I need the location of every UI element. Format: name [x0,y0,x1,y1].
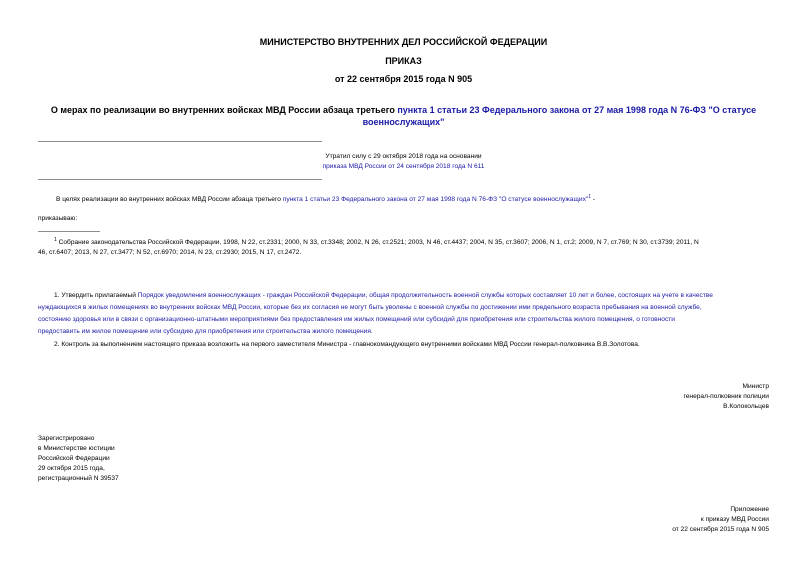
registration-line2: в Министерстве юстиции [38,445,115,452]
doc-title [0,104,807,128]
footnote-line1: Собрание законодательства Российской Федерации, 1998, N 22, ст.2331; 2000, N 33, ст.3348; 2002, N 26, ст.2521; 2003, N 46, ст.4437; 2004, N 35, ст.3607; 2006, N 1, ст.2; 2009, N 7, ст.769; N 30, ст.3739; 2011, N [56,239,699,247]
status-note-link[interactable]: приказа МВД России от 24 сентября 2018 года N 611 [322,163,485,170]
registration-line4: 29 октября 2015 года, [38,465,105,472]
registration-block [38,434,119,484]
footnote [38,235,768,258]
intro-footnote-mark[interactable]: 1 [588,194,591,200]
footnote-mark: 1 [54,237,57,243]
status-note-text: Утратил силу с 29 октября 2018 года на основании [325,153,482,160]
footnote-line2: 46, ст.6407; 2013, N 27, ст.3477; N 52, ст.6970; 2014, N 23, ст.2930; 2015, N 17, ст.2472. [38,249,302,257]
item-1-procedure-link[interactable]: Порядок уведомления военнослужащих - граждан Российской Федерации, общая продолжительность военной службы которых составляет 10 лет и более, состоящих на учете в качестве [137,292,713,299]
item-1-prefix: 1. Утвердить прилагаемый [54,292,138,299]
divider-top [38,141,322,142]
item-1 [38,290,769,338]
doc-type-heading: ПРИКАЗ [385,56,422,66]
doc-date-number: от 22 сентября 2015 года N 905 [334,74,473,84]
intro-law-link[interactable]: пункта 1 статьи 23 Федерального закона от 27 мая 1998 года N 76-ФЗ "О статусе военнослужащих" [282,196,589,204]
signature-position: Министр [742,383,769,390]
appendix-line1: Приложение [730,506,769,513]
intro-suffix: - [591,196,596,204]
status-note [0,152,807,172]
title-prefix: О мерах по реализации во внутренних войсках МВД России абзаца третьего [50,105,398,115]
order-word: приказываю: [38,215,78,222]
divider-bottom [38,179,322,180]
footnote-divider [38,231,100,232]
registration-line3: Российской Федерации [38,455,110,462]
intro-paragraph [56,192,595,205]
registration-line1: Зарегистрировано [38,435,95,442]
intro-prefix: В целях реализации во внутренних войсках МВД России абзаца третьего [56,196,283,204]
item-1-link-line2[interactable]: нуждающихся в жилых помещениях во внутренних войсках МВД России, которые без их согласия не могут быть уволены с военной службы по достижении ими предельного возраста пребывания на военной службе, [38,304,702,311]
appendix-line2: к приказу МВД России [700,516,769,523]
signature-block [684,382,770,412]
appendix-block [672,505,769,535]
item-1-link-line3[interactable]: состоянию здоровья или в связи с организационно-штатными мероприятиями без предоставления им жилых помещений или субсидий для приобретения или строительства жилого помещения, о готовности [38,316,675,323]
registration-line5: регистрационный N 39537 [38,475,119,482]
title-law-link-cont[interactable]: военнослужащих" [362,117,445,127]
item-2: 2. Контроль за выполнением настоящего приказа возложить на первого заместителя Министра - главнокомандующего внутренними войсками МВД России генерал-полковника В.В.Золотова. [54,341,640,348]
ministry-heading: МИНИСТЕРСТВО ВНУТРЕННИХ ДЕЛ РОССИЙСКОЙ ФЕДЕРАЦИИ [259,37,548,47]
signature-rank: генерал-полковник полиции [683,393,769,400]
appendix-line3: от 22 сентября 2015 года N 905 [672,526,769,533]
signature-name: В.Колокольцев [723,403,769,410]
item-1-link-line4[interactable]: предоставить им жилое помещение или субсидию для приобретения или строительства жилого помещения. [38,328,373,335]
title-law-link[interactable]: пункта 1 статьи 23 Федерального закона от 27 мая 1998 года N 76-ФЗ "О статусе [397,105,757,115]
